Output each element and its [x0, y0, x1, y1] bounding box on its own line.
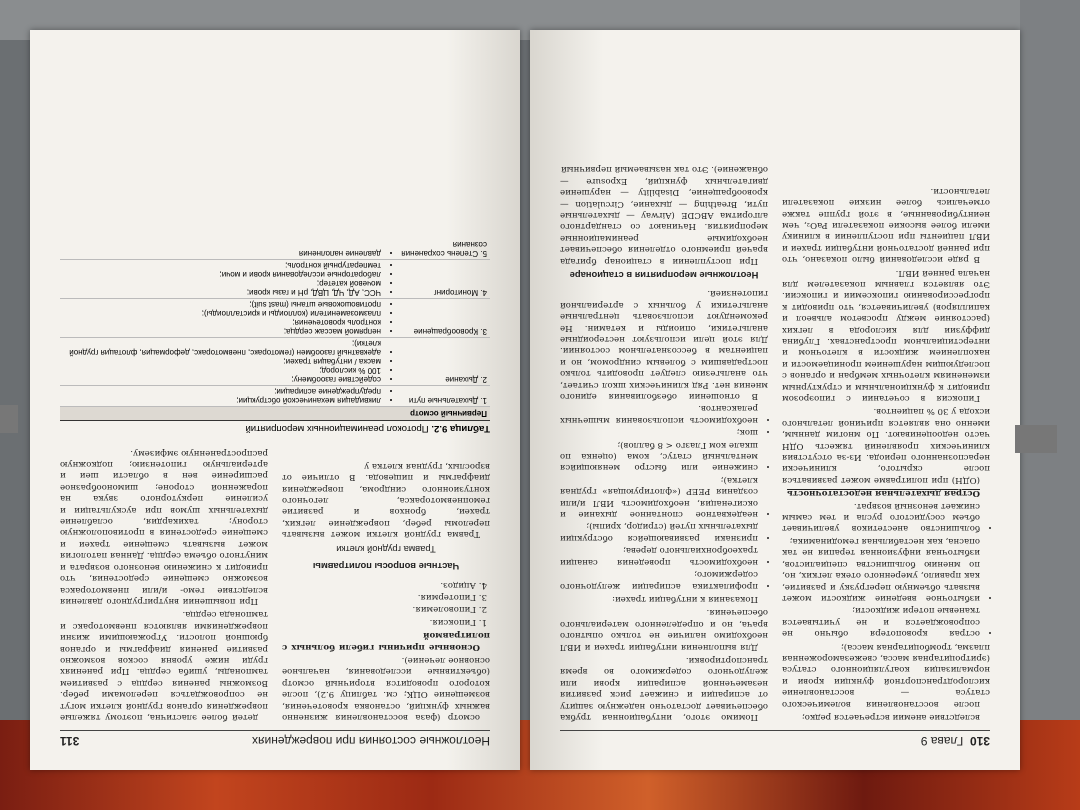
paragraph: В отношении обезболивания единого мнения нет. Ряд клинических школ считает, что анальгезию следует проводить только пострадавшим с болевым синдромом, но и пациентам в бессознательном состоянии. Для этой цели используют нестероидные анальгетики, опиоиды и кетамин. Не рекомендуют использовать центральные анальгетики у больных с артериальной гипотензией. — [560, 288, 768, 402]
list-item: • профилактика аспирации желудочного содержимого; — [560, 568, 758, 591]
list-item: • маска / интубация трахеи; — [63, 357, 381, 366]
table-cell-items — [60, 299, 394, 338]
table-cell-stage: 5. Степень сохранения сознания — [394, 239, 490, 260]
list-item: • ликвидация механической обструкции; — [63, 396, 381, 405]
paragraph: Гипоксия в сочетании с гипоэрозом приводит к функциональным и структурным изменениям клеточных мембран и органов с последующим нарушением проницаемости и накоплением жидкости в клеточном и интерстициальном пространствах. Глубина диффузии для кислорода в легких (расстояние между просветом альвеол и капилляров) увеличивается, что приводит к прогрессированию гипоксемии и гипоксии. Это является главным показателем для начала ранней ИВЛ. — [782, 267, 990, 404]
list-item: • избыточное введение жидкости может вызвать объемную перегрузку и развитие, как правило, умеренного отека легких, но, по мнению большинства специалистов, избыточная инфузионная терапия не так опасна, как нестабильная гемодинамика; — [782, 535, 980, 603]
table-row — [60, 338, 490, 386]
table-header: Первичный осмотр — [60, 407, 490, 421]
column-1 — [782, 161, 990, 722]
list-item: • необходимость использования мышечных релаксантов. — [560, 402, 758, 425]
table-number: Таблица 9.2. — [431, 423, 490, 435]
paragraph: Помимо этого, интубационная трубка обеспечивает достаточно надежную защиту от аспирации и снижает риск развития незамеченной аспирации крови или желудочного содержимого во время транспортировки. — [560, 654, 768, 722]
table-cell-stage: 3. Кровообращение — [394, 299, 490, 338]
section-title: Частные вопросы политравмы — [312, 561, 460, 573]
page-edge-marker — [0, 405, 18, 433]
table-cell-stage: 2. Дыхание — [394, 338, 490, 386]
table-row — [60, 260, 490, 299]
list-item: • острая кровопотеря обычно не сопровождается и не учитывается тканевые потери жидкости; — [782, 604, 980, 638]
list-item: • лабораторные исследования крови и мочи; — [63, 270, 381, 279]
paragraph: после восстановления волемического статуса — восстановление кислородтранспортной функции крови и нормализация коагуляционного статуса (эритроцитарная масса, свежезамороженная плазма, тромбоцитарная масса); — [782, 641, 990, 709]
running-head: Неотложные состояния при повреждениях — [252, 734, 490, 748]
column-1 — [282, 444, 490, 722]
paragraph: При поступлении в стационар бригада врачей приемного отделения обеспечивает необходимые реанимационные мероприятия. Начинают со стандартного алгоритма ABCDE (Airway — дыхательные пути, Breathing — дыхание, Circulation — кровообращение, Disability — нарушение двигательных функций, Exposure — обнажение). Это так называемый первичный — [560, 164, 768, 266]
background-right — [1020, 0, 1080, 810]
page-edge-marker — [1015, 425, 1057, 453]
list-item: 1. Гипоксия. — [282, 615, 476, 626]
list-item: • необходимость проведения санации трахеобронхиального дерева; — [560, 544, 758, 567]
list-item: • мочевой катетер; — [63, 279, 381, 288]
list-item: • плазмозаменители (коллоиды и кристаллоиды); — [63, 309, 381, 318]
paragraph: вследствие анемии встречается редко; — [801, 712, 980, 722]
paragraph: осмотр (фаза восстановления жизненно важных функций, остановка кровотечения, возмещение ОЦК; см. таблицу 9.2), после которого проводится вторичный осмотр (объективные исследования, начальное основное лечение). — [282, 654, 490, 722]
table-row — [60, 299, 490, 338]
paragraph: (ОДН) при политравме может развиваться после скрытого, клинически нераспознанного периода. Из-за отсутствия клинических проявлений тяжесть ОДН часто недооценивают. По многим данным, именно она является причиной летального исхода у 30 % пациентов. — [782, 406, 990, 485]
table-cell-items — [60, 386, 394, 407]
paragraph: детей более эластична, поэтому тяжелые повреждения органов грудной клетки могут не сопровождаться переломами ребер. Возможны ранения сердца с развитием тампонады, ушиба сердца. При ранениях груди ниже уровня сосков возможно развитие ранения диафрагмы и органов брюшной полости. Угрожающими жизни повреждениями являются пневмоторакс и тампонада сердца. — [60, 609, 268, 722]
paragraph: Для выполнения интубации трахеи и ИВЛ необходимо наличие не только опытного врача, но и определенного материального обеспечения. — [560, 607, 768, 652]
list-item: • 100 % кислород; — [63, 366, 381, 375]
list-item: • предупреждение аспирации; — [63, 387, 381, 396]
list-item: • температурный контроль; — [63, 261, 381, 270]
table-cell-items — [60, 239, 394, 260]
running-head: Глава 9 — [920, 734, 964, 748]
bullet-list — [782, 499, 990, 638]
list-item: • шок; — [560, 426, 758, 437]
open-book — [20, 10, 1020, 770]
list-item: • давление наполнения — [63, 249, 381, 258]
table-title — [60, 420, 490, 434]
list-item: 3. Гипотермия. — [282, 591, 476, 602]
list-item: 2. Гиповолемия. — [282, 603, 476, 614]
list-item: • контроль кровотечения; — [63, 318, 381, 327]
list-item: • снижение или быстро меняющийся ментальный статус, кома (оценка по шкале ком Глазго < 8 баллов); — [560, 438, 758, 472]
list-item: • адекватный газообмен (гемоторакс, пневмоторакс, деформация, флотация грудной клетки); — [63, 339, 381, 357]
table-cell-items — [60, 338, 394, 386]
page-header — [60, 730, 490, 748]
table-row — [60, 386, 490, 407]
list-item: • ЧСС, АД, ЧД, ЦВД, pH и газы крови; — [63, 288, 381, 297]
list-item: • противошоковые штаны (mast suit); — [63, 300, 381, 309]
page-number: 311 — [60, 734, 80, 748]
list-item: • содействие газообмену; — [63, 375, 381, 384]
page-311 — [30, 30, 520, 770]
section-title: Острая дыхательная недостаточность — [787, 488, 980, 499]
table-row — [60, 239, 490, 260]
table-caption: Протокол реанимационных мероприятий — [245, 423, 429, 435]
paragraph: В ряде исследований было показано, что при ранней достаточной интубации трахеи и ИВЛ пациенты при поступлении в клинику имели более высокие показатели PaO₂, чем неинтубированные, в этой группе также отмечались более низкие показатели летальности. — [782, 185, 990, 265]
column-2 — [60, 444, 268, 722]
paragraph: Травма грудной клетки может вызывать переломы ребер, повреждение легких, трахеи, бронхов и развитие гемопневмоторакса, легочного контузионного синдрома, повреждения диафрагмы и пищевода. В отличие от взрослых, грудная клетка у — [282, 460, 490, 540]
list-item: • неадекватное спонтанное дыхание и оксигенация, необходимость ИВЛ и/или создания PEEP («флотирующая» грудная клетка); — [560, 473, 758, 519]
table-cell-items — [60, 260, 394, 299]
bullet-list — [560, 402, 768, 591]
column-2 — [560, 161, 768, 722]
list-item: • непрямой массаж сердца; — [63, 327, 381, 336]
list-item: 4. Ацидоз. — [282, 578, 476, 589]
section-title: Неотложные мероприятия в стационаре — [569, 269, 759, 281]
section-title: Основные причины гибели больных с политравмой — [282, 630, 490, 652]
numbered-list — [282, 578, 490, 627]
paragraph: Показания к интубации трахеи: — [612, 593, 758, 604]
table-cell-stage: 1. Дыхательные пути — [394, 386, 490, 407]
page-header — [560, 730, 990, 748]
protocol-table — [60, 239, 490, 420]
page-number: 310 — [969, 734, 990, 748]
subsection-title: Травма грудной клетки — [336, 543, 436, 555]
list-item: • признаки развивающейся обструкции дыхательных путей (стридор, хрипы); — [560, 520, 758, 543]
paragraph: При повышении внутригрудного давления вследствие гемо- и/или пневмоторакса возможно смещение средостения, что приводит к снижению венозного возврата и минутного объема сердца. Данная патология может вызывать смещение трахеи и смещение средостения в противоположную сторону; тахикардия, ослабление дыхательных шумов при аускультации и усиление перкуторного звука на пораженной стороне; шимонообразное расширение вен в области шеи и артериальную гипотензию; подкожную распространенную эмфизему. — [60, 447, 268, 606]
table-cell-stage: 4. Мониторинг — [394, 260, 490, 299]
page-310 — [530, 30, 1020, 770]
list-item: • большинство анестетиков увеличивает объем сосудистого русла и тем самым снижает венозный возврат. — [782, 499, 980, 533]
